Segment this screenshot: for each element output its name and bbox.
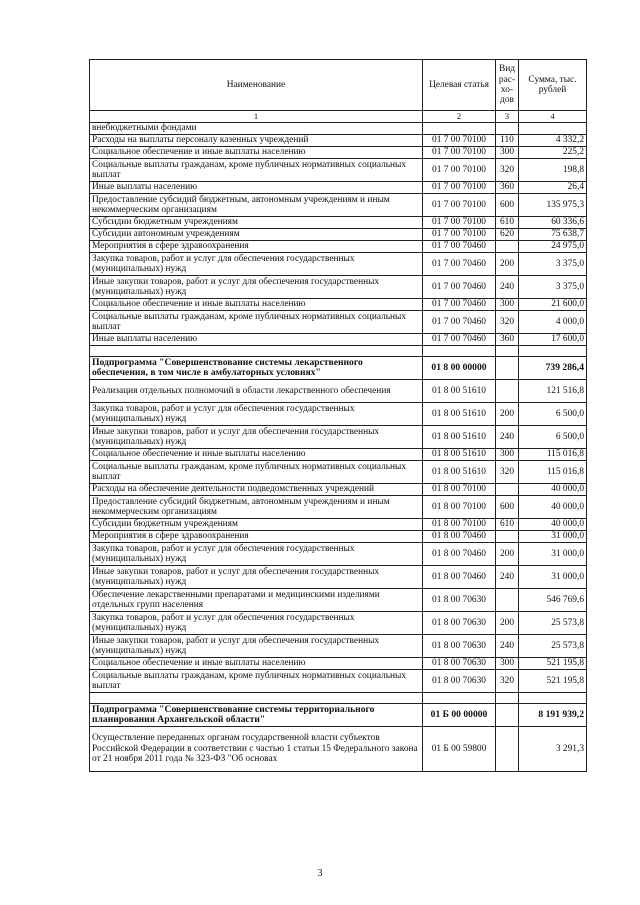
row-article: 01 7 00 70460 [423, 253, 496, 276]
row-sum: 40 000,0 [519, 484, 587, 496]
table-row [90, 403, 587, 426]
row-article: 01 8 00 51610 [423, 461, 496, 484]
row-sum: 3 375,0 [519, 276, 587, 299]
row-sum: 4 000,0 [519, 311, 587, 334]
table-row [90, 635, 587, 658]
header-article: Целевая статья [423, 60, 496, 111]
row-name: Закупка товаров, работ и услуг для обеспечения государственных (муниципальных) нужд [90, 543, 423, 566]
row-article: 01 8 00 70100 [423, 519, 496, 531]
table-row [90, 147, 587, 159]
row-sum: 121 516,8 [519, 380, 587, 403]
table-row [90, 311, 587, 334]
row-expense-type: 300 [496, 449, 519, 461]
row-name: Реализация отдельных полномочий в области лекарственного обеспечения [90, 380, 423, 403]
row-name: Иные закупки товаров, работ и услуг для обеспечения государственных (муниципальных) нужд [90, 276, 423, 299]
row-sum: 115 016,8 [519, 461, 587, 484]
row-name: Обеспечение лекарственными препаратами и медицинскими изделиями отдельных групп населения [90, 589, 423, 612]
table-row [90, 496, 587, 519]
row-name: Закупка товаров, работ и услуг для обеспечения государственных (муниципальных) нужд [90, 403, 423, 426]
row-sum: 115 016,8 [519, 449, 587, 461]
row-name: Субсидии бюджетным учреждениям [90, 519, 423, 531]
row-sum: 135 975,3 [519, 194, 587, 217]
row-expense-type: 300 [496, 299, 519, 311]
row-article: 01 8 00 51610 [423, 426, 496, 449]
table-row [90, 658, 587, 670]
row-name: Иные выплаты населению [90, 182, 423, 194]
row-expense-type [496, 357, 519, 380]
row-expense-type: 610 [496, 519, 519, 531]
row-article: 01 7 00 70460 [423, 276, 496, 299]
row-name: Иные выплаты населению [90, 334, 423, 346]
row-sum: 40 000,0 [519, 519, 587, 531]
row-sum: 198,8 [519, 159, 587, 182]
row-sum: 6 500,0 [519, 403, 587, 426]
row-sum: 4 332,2 [519, 135, 587, 147]
header-expense-type: Вид рас-хо-дов [496, 60, 519, 111]
subprogram-row [90, 357, 587, 380]
row-expense-type [496, 589, 519, 612]
row-sum: 521 195,8 [519, 658, 587, 670]
row-name: Иные закупки товаров, работ и услуг для обеспечения государственных (муниципальных) нужд [90, 426, 423, 449]
row-article: 01 8 00 00000 [423, 357, 496, 380]
spacer-row [90, 693, 587, 704]
row-article: 01 7 00 70460 [423, 241, 496, 253]
table-row [90, 670, 587, 693]
row-article: 01 8 00 70630 [423, 589, 496, 612]
row-expense-type [496, 727, 519, 772]
table-row [90, 612, 587, 635]
row-article: 01 8 00 70460 [423, 566, 496, 589]
row-sum: 60 336,6 [519, 217, 587, 229]
row-expense-type: 620 [496, 229, 519, 241]
row-expense-type [496, 704, 519, 727]
row-article: 01 Б 00 59800 [423, 727, 496, 772]
row-name: Социальные выплаты гражданам, кроме публичных нормативных социальных выплат [90, 159, 423, 182]
table-row [90, 519, 587, 531]
table-row [90, 159, 587, 182]
table-row [90, 276, 587, 299]
row-sum: 3 291,3 [519, 727, 587, 772]
row-sum: 24 975,0 [519, 241, 587, 253]
row-name: Закупка товаров, работ и услуг для обеспечения государственных (муниципальных) нужд [90, 253, 423, 276]
row-name: Предоставление субсидий бюджетным, автономным учреждениям и иным некоммерческим организациям [90, 194, 423, 217]
row-name: Подпрограмма "Совершенствование системы территориального планирования Архангельской области" [90, 704, 423, 727]
row-name: Субсидии автономным учреждениям [90, 229, 423, 241]
row-article: 01 8 00 70630 [423, 612, 496, 635]
row-article: 01 8 00 51610 [423, 403, 496, 426]
row-expense-type: 600 [496, 496, 519, 519]
row-expense-type: 600 [496, 194, 519, 217]
table-row [90, 194, 587, 217]
row-name: Социальное обеспечение и иные выплаты населению [90, 299, 423, 311]
row-expense-type: 200 [496, 253, 519, 276]
table-row [90, 299, 587, 311]
row-article: 01 8 00 70630 [423, 670, 496, 693]
row-expense-type: 300 [496, 658, 519, 670]
row-name: Мероприятия в сфере здравоохранения [90, 531, 423, 543]
table-row [90, 461, 587, 484]
row-expense-type: 200 [496, 403, 519, 426]
row-article: 01 8 00 70630 [423, 635, 496, 658]
table-row [90, 217, 587, 229]
row-article: 01 8 00 70460 [423, 543, 496, 566]
column-number: 2 [423, 111, 496, 123]
row-name: Социальные выплаты гражданам, кроме публичных нормативных социальных выплат [90, 670, 423, 693]
row-article: 01 Б 00 00000 [423, 704, 496, 727]
row-sum: 31 000,0 [519, 531, 587, 543]
row-name: внебюджетными фондами [90, 123, 423, 135]
table-row [90, 727, 587, 772]
row-expense-type: 320 [496, 670, 519, 693]
table-row [90, 589, 587, 612]
row-article: 01 7 00 70460 [423, 299, 496, 311]
table-row [90, 334, 587, 346]
row-expense-type: 300 [496, 147, 519, 159]
row-sum: 521 195,8 [519, 670, 587, 693]
row-article: 01 7 00 70460 [423, 311, 496, 334]
row-article: 01 7 00 70100 [423, 229, 496, 241]
row-article: 01 7 00 70100 [423, 135, 496, 147]
column-number-row [90, 111, 587, 123]
row-name [90, 346, 423, 357]
row-article: 01 7 00 70100 [423, 147, 496, 159]
row-article: 01 8 00 70630 [423, 658, 496, 670]
table-row [90, 380, 587, 403]
row-article: 01 8 00 70100 [423, 484, 496, 496]
table-row [90, 241, 587, 253]
row-sum [519, 693, 587, 704]
row-article: 01 7 00 70100 [423, 194, 496, 217]
row-name: Предоставление субсидий бюджетным, автономным учреждениям и иным некоммерческим организациям [90, 496, 423, 519]
table-row [90, 543, 587, 566]
row-expense-type [496, 346, 519, 357]
row-sum: 31 000,0 [519, 566, 587, 589]
subprogram-row [90, 704, 587, 727]
row-name: Социальное обеспечение и иные выплаты населению [90, 147, 423, 159]
row-sum: 739 286,4 [519, 357, 587, 380]
row-sum: 6 500,0 [519, 426, 587, 449]
row-expense-type: 200 [496, 612, 519, 635]
row-name: Субсидии бюджетным учреждениям [90, 217, 423, 229]
row-sum: 25 573,8 [519, 635, 587, 658]
row-article [423, 693, 496, 704]
row-expense-type: 610 [496, 217, 519, 229]
row-sum: 8 191 939,2 [519, 704, 587, 727]
table-header [90, 60, 587, 123]
row-sum: 21 600,0 [519, 299, 587, 311]
row-name: Социальные выплаты гражданам, кроме публичных нормативных социальных выплат [90, 461, 423, 484]
row-expense-type [496, 380, 519, 403]
row-expense-type [496, 531, 519, 543]
row-name: Закупка товаров, работ и услуг для обеспечения государственных (муниципальных) нужд [90, 612, 423, 635]
spacer-row [90, 346, 587, 357]
row-expense-type [496, 241, 519, 253]
table-body [90, 123, 587, 772]
row-sum [519, 346, 587, 357]
column-number: 4 [519, 111, 587, 123]
row-article: 01 8 00 51610 [423, 449, 496, 461]
row-name: Осуществление переданных органам государственной власти субъектов Российской Федерации в соответствии с частью 1 статьи 15 Федерального закона от 21 ноября 2011 года № 323-ФЗ "Об основах [90, 727, 423, 772]
row-expense-type: 320 [496, 311, 519, 334]
table-row [90, 426, 587, 449]
row-article: 01 7 00 70460 [423, 334, 496, 346]
header-name: Наименование [90, 60, 423, 111]
row-sum: 546 769,6 [519, 589, 587, 612]
table-row [90, 229, 587, 241]
row-expense-type: 320 [496, 461, 519, 484]
row-sum: 17 600,0 [519, 334, 587, 346]
row-name: Мероприятия в сфере здравоохранения [90, 241, 423, 253]
column-number: 1 [90, 111, 423, 123]
table-row [90, 253, 587, 276]
row-sum: 3 375,0 [519, 253, 587, 276]
row-expense-type: 110 [496, 135, 519, 147]
header-sum: Сумма, тыс. рублей [519, 60, 587, 111]
row-name: Социальное обеспечение и иные выплаты населению [90, 449, 423, 461]
row-name: Социальные выплаты гражданам, кроме публичных нормативных социальных выплат [90, 311, 423, 334]
row-article: 01 7 00 70100 [423, 182, 496, 194]
row-sum: 225,2 [519, 147, 587, 159]
table-row [90, 484, 587, 496]
row-article: 01 7 00 70100 [423, 217, 496, 229]
row-sum [519, 123, 587, 135]
table-row [90, 135, 587, 147]
row-name [90, 693, 423, 704]
row-sum: 75 638,7 [519, 229, 587, 241]
table-row [90, 566, 587, 589]
column-number: 3 [496, 111, 519, 123]
row-expense-type [496, 484, 519, 496]
budget-table [89, 59, 587, 772]
table-row [90, 123, 587, 135]
row-article [423, 346, 496, 357]
row-expense-type: 240 [496, 426, 519, 449]
row-expense-type: 240 [496, 566, 519, 589]
table-row [90, 449, 587, 461]
row-expense-type: 360 [496, 334, 519, 346]
row-name: Расходы на обеспечение деятельности подведомственных учреждений [90, 484, 423, 496]
row-name: Иные закупки товаров, работ и услуг для обеспечения государственных (муниципальных) нужд [90, 566, 423, 589]
row-article [423, 123, 496, 135]
row-expense-type: 240 [496, 635, 519, 658]
row-sum: 26,4 [519, 182, 587, 194]
row-name: Расходы на выплаты персоналу казенных учреждений [90, 135, 423, 147]
row-sum: 40 000,0 [519, 496, 587, 519]
row-expense-type [496, 123, 519, 135]
row-name: Социальное обеспечение и иные выплаты населению [90, 658, 423, 670]
row-expense-type: 240 [496, 276, 519, 299]
row-article: 01 8 00 51610 [423, 380, 496, 403]
row-expense-type: 360 [496, 182, 519, 194]
row-article: 01 7 00 70100 [423, 159, 496, 182]
row-article: 01 8 00 70460 [423, 531, 496, 543]
row-sum: 31 000,0 [519, 543, 587, 566]
row-name: Иные закупки товаров, работ и услуг для обеспечения государственных (муниципальных) нужд [90, 635, 423, 658]
row-name: Подпрограмма "Совершенствование системы лекарственного обеспечения, в том числе в амбулаторных условиях" [90, 357, 423, 380]
page-number: 3 [317, 868, 323, 879]
row-expense-type: 200 [496, 543, 519, 566]
table-row [90, 182, 587, 194]
row-expense-type: 320 [496, 159, 519, 182]
row-article: 01 8 00 70100 [423, 496, 496, 519]
table-row [90, 531, 587, 543]
row-sum: 25 573,8 [519, 612, 587, 635]
row-expense-type [496, 693, 519, 704]
